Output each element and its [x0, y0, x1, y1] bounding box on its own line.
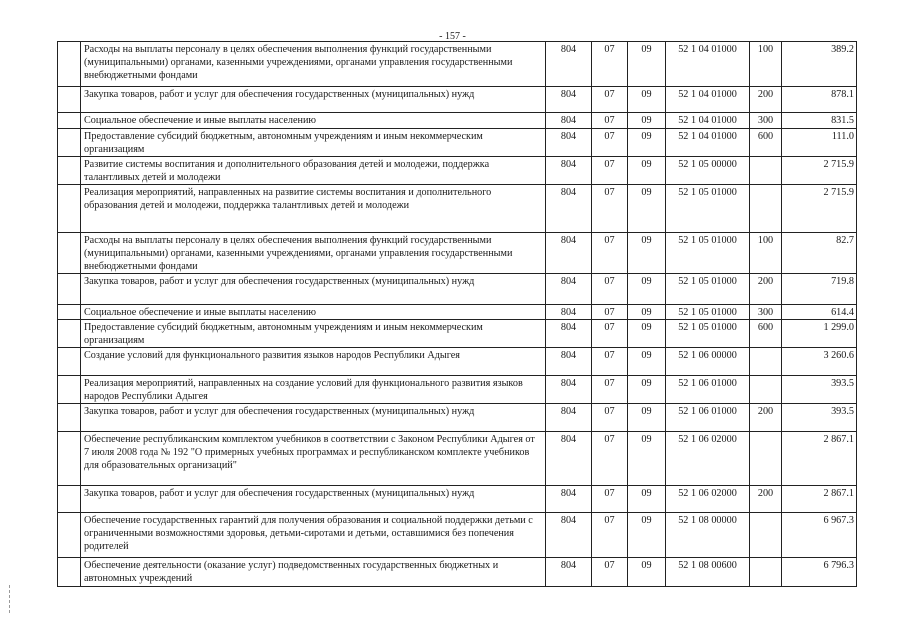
row-description: Обеспечение республиканским комплектом учебников в соответствии с Законом Республики Адыгея от 7 июля 2008 года № 192 "О примерных учебных программах и республиканском комплекте учебников для образовательных организаций" [81, 432, 546, 486]
row-margin-cell [58, 233, 81, 274]
row-ministry-code: 804 [546, 113, 592, 129]
row-description: Реализация мероприятий, направленных на создание условий для функционального развития языков народов Республики Адыгея [81, 376, 546, 404]
row-description: Социальное обеспечение и иные выплаты населению [81, 113, 546, 129]
row-amount: 831.5 [782, 113, 857, 129]
table-row [58, 320, 857, 348]
table-row [58, 432, 857, 486]
row-subsection: 09 [628, 376, 666, 404]
row-subsection: 09 [628, 320, 666, 348]
row-description: Предоставление субсидий бюджетным, автономным учреждениям и иным некоммерческим организациям [81, 129, 546, 157]
scan-edge-marks [9, 585, 11, 613]
row-amount: 1 299.0 [782, 320, 857, 348]
row-subsection: 09 [628, 129, 666, 157]
row-expense-type: 200 [750, 274, 782, 305]
row-margin-cell [58, 185, 81, 233]
row-section: 07 [592, 404, 628, 432]
row-section: 07 [592, 233, 628, 274]
row-subsection: 09 [628, 513, 666, 558]
row-description: Закупка товаров, работ и услуг для обеспечения государственных (муниципальных) нужд [81, 404, 546, 432]
row-section: 07 [592, 305, 628, 320]
row-target-code: 52 1 06 01000 [666, 376, 750, 404]
row-description: Социальное обеспечение и иные выплаты населению [81, 305, 546, 320]
row-expense-type [750, 558, 782, 587]
row-subsection: 09 [628, 87, 666, 113]
row-margin-cell [58, 42, 81, 87]
row-section: 07 [592, 376, 628, 404]
row-expense-type [750, 185, 782, 233]
table-row [58, 274, 857, 305]
row-section: 07 [592, 113, 628, 129]
row-amount: 393.5 [782, 376, 857, 404]
table-row [58, 87, 857, 113]
row-target-code: 52 1 04 01000 [666, 129, 750, 157]
row-section: 07 [592, 513, 628, 558]
row-description: Развитие системы воспитания и дополнительного образования детей и молодежи, поддержка талантливых детей и молодежи [81, 157, 546, 185]
table-row [58, 157, 857, 185]
row-amount: 6 967.3 [782, 513, 857, 558]
row-amount: 878.1 [782, 87, 857, 113]
row-description: Закупка товаров, работ и услуг для обеспечения государственных (муниципальных) нужд [81, 486, 546, 513]
row-margin-cell [58, 348, 81, 376]
row-expense-type: 100 [750, 233, 782, 274]
row-section: 07 [592, 157, 628, 185]
row-expense-type: 200 [750, 87, 782, 113]
row-subsection: 09 [628, 432, 666, 486]
row-target-code: 52 1 04 01000 [666, 42, 750, 87]
row-description: Предоставление субсидий бюджетным, автономным учреждениям и иным некоммерческим организациям [81, 320, 546, 348]
row-description: Обеспечение деятельности (оказание услуг) подведомственных государственных бюджетных и автономных учреждений [81, 558, 546, 587]
row-description: Закупка товаров, работ и услуг для обеспечения государственных (муниципальных) нужд [81, 87, 546, 113]
row-margin-cell [58, 513, 81, 558]
row-ministry-code: 804 [546, 404, 592, 432]
row-ministry-code: 804 [546, 274, 592, 305]
table-row [58, 558, 857, 587]
row-section: 07 [592, 558, 628, 587]
row-target-code: 52 1 08 00600 [666, 558, 750, 587]
page-number: - 157 - [439, 31, 466, 42]
row-ministry-code: 804 [546, 432, 592, 486]
row-amount: 2 867.1 [782, 432, 857, 486]
row-section: 07 [592, 348, 628, 376]
row-target-code: 52 1 06 02000 [666, 432, 750, 486]
row-margin-cell [58, 432, 81, 486]
row-amount: 6 796.3 [782, 558, 857, 587]
row-description: Создание условий для функционального развития языков народов Республики Адыгея [81, 348, 546, 376]
row-ministry-code: 804 [546, 157, 592, 185]
row-amount: 82.7 [782, 233, 857, 274]
row-expense-type: 200 [750, 404, 782, 432]
row-subsection: 09 [628, 348, 666, 376]
row-subsection: 09 [628, 486, 666, 513]
row-amount: 719.8 [782, 274, 857, 305]
row-subsection: 09 [628, 274, 666, 305]
row-expense-type [750, 376, 782, 404]
row-margin-cell [58, 305, 81, 320]
row-section: 07 [592, 87, 628, 113]
row-section: 07 [592, 129, 628, 157]
row-amount: 3 260.6 [782, 348, 857, 376]
row-subsection: 09 [628, 305, 666, 320]
row-description: Расходы на выплаты персоналу в целях обеспечения выполнения функций государственными (муниципальными) органами, казенными учреждениями, органами управления государственными внебюджетными фондами [81, 233, 546, 274]
table-row [58, 513, 857, 558]
table-row [58, 486, 857, 513]
row-margin-cell [58, 129, 81, 157]
row-target-code: 52 1 04 01000 [666, 87, 750, 113]
row-ministry-code: 804 [546, 233, 592, 274]
row-margin-cell [58, 87, 81, 113]
row-section: 07 [592, 486, 628, 513]
row-description: Закупка товаров, работ и услуг для обеспечения государственных (муниципальных) нужд [81, 274, 546, 305]
row-subsection: 09 [628, 113, 666, 129]
row-margin-cell [58, 320, 81, 348]
row-target-code: 52 1 05 01000 [666, 274, 750, 305]
row-target-code: 52 1 06 01000 [666, 404, 750, 432]
table-row [58, 305, 857, 320]
row-expense-type: 200 [750, 486, 782, 513]
row-expense-type: 600 [750, 320, 782, 348]
row-subsection: 09 [628, 404, 666, 432]
row-amount: 393.5 [782, 404, 857, 432]
row-expense-type: 100 [750, 42, 782, 87]
row-target-code: 52 1 05 01000 [666, 233, 750, 274]
row-section: 07 [592, 320, 628, 348]
row-target-code: 52 1 05 01000 [666, 185, 750, 233]
budget-table [57, 41, 857, 587]
row-ministry-code: 804 [546, 320, 592, 348]
row-section: 07 [592, 432, 628, 486]
row-subsection: 09 [628, 233, 666, 274]
row-ministry-code: 804 [546, 513, 592, 558]
row-expense-type [750, 432, 782, 486]
table-row [58, 42, 857, 87]
row-amount: 2 715.9 [782, 185, 857, 233]
row-ministry-code: 804 [546, 185, 592, 233]
row-target-code: 52 1 06 02000 [666, 486, 750, 513]
row-ministry-code: 804 [546, 42, 592, 87]
row-target-code: 52 1 05 01000 [666, 305, 750, 320]
row-margin-cell [58, 404, 81, 432]
row-section: 07 [592, 185, 628, 233]
row-margin-cell [58, 486, 81, 513]
row-margin-cell [58, 558, 81, 587]
table-row [58, 376, 857, 404]
row-amount: 2 867.1 [782, 486, 857, 513]
row-margin-cell [58, 157, 81, 185]
row-ministry-code: 804 [546, 129, 592, 157]
row-section: 07 [592, 42, 628, 87]
row-expense-type: 300 [750, 305, 782, 320]
row-margin-cell [58, 274, 81, 305]
row-section: 07 [592, 274, 628, 305]
row-expense-type: 600 [750, 129, 782, 157]
row-ministry-code: 804 [546, 348, 592, 376]
row-target-code: 52 1 05 00000 [666, 157, 750, 185]
row-target-code: 52 1 04 01000 [666, 113, 750, 129]
row-margin-cell [58, 376, 81, 404]
row-subsection: 09 [628, 185, 666, 233]
table-row [58, 113, 857, 129]
row-expense-type [750, 513, 782, 558]
row-ministry-code: 804 [546, 558, 592, 587]
row-target-code: 52 1 05 01000 [666, 320, 750, 348]
row-ministry-code: 804 [546, 87, 592, 113]
row-target-code: 52 1 06 00000 [666, 348, 750, 376]
row-description: Реализация мероприятий, направленных на развитие системы воспитания и дополнительного образования детей и молодежи, поддержка талантливых детей и молодежи [81, 185, 546, 233]
row-description: Обеспечение государственных гарантий для получения образования и социальной поддержки детьми с ограниченными возможностями здоровья, детьми-сиротами и детьми, оставшимися без попечения родителей [81, 513, 546, 558]
row-subsection: 09 [628, 558, 666, 587]
row-amount: 389.2 [782, 42, 857, 87]
row-ministry-code: 804 [546, 486, 592, 513]
table-row [58, 348, 857, 376]
table-row [58, 233, 857, 274]
row-ministry-code: 804 [546, 305, 592, 320]
row-subsection: 09 [628, 157, 666, 185]
row-description: Расходы на выплаты персоналу в целях обеспечения выполнения функций государственными (муниципальными) органами, казенными учреждениями, органами управления государственными внебюджетными фондами [81, 42, 546, 87]
row-expense-type [750, 348, 782, 376]
row-expense-type: 300 [750, 113, 782, 129]
row-target-code: 52 1 08 00000 [666, 513, 750, 558]
row-subsection: 09 [628, 42, 666, 87]
table-row [58, 404, 857, 432]
row-margin-cell [58, 113, 81, 129]
table-row [58, 185, 857, 233]
row-amount: 614.4 [782, 305, 857, 320]
row-ministry-code: 804 [546, 376, 592, 404]
row-amount: 2 715.9 [782, 157, 857, 185]
row-expense-type [750, 157, 782, 185]
row-amount: 111.0 [782, 129, 857, 157]
table-row [58, 129, 857, 157]
